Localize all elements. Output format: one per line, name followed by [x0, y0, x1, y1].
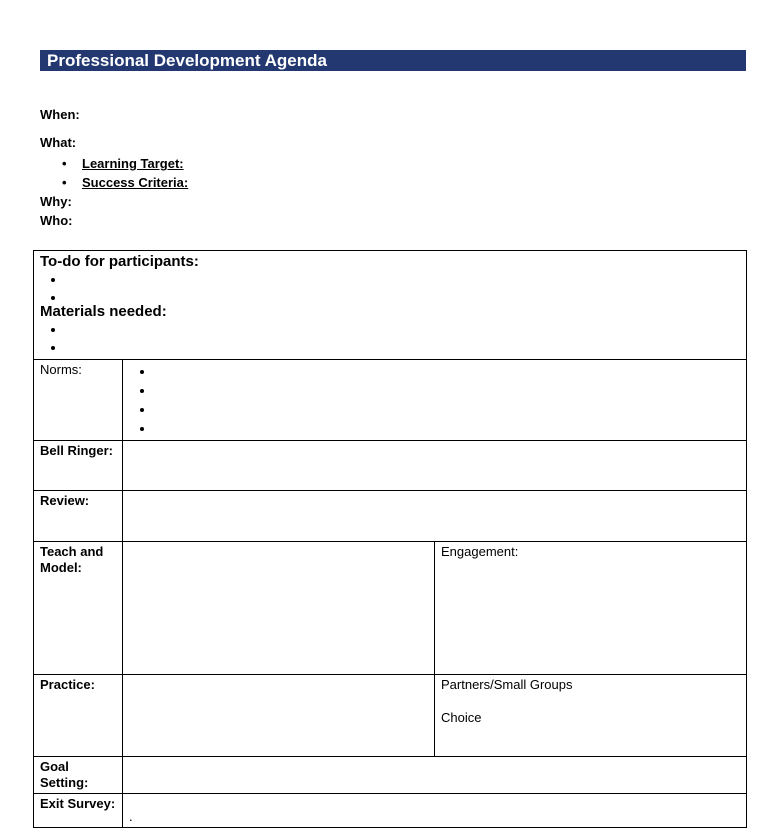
- exit-survey-label: Exit Survey:: [34, 794, 123, 828]
- norms-item[interactable]: [155, 381, 740, 400]
- success-criteria-label: Success Criteria:: [82, 175, 189, 190]
- page-title: Professional Development Agenda: [47, 51, 327, 70]
- norms-item[interactable]: [155, 419, 740, 438]
- review-label: Review:: [34, 491, 123, 542]
- engagement-label: Engagement:: [441, 544, 519, 559]
- practice-row: [34, 675, 747, 757]
- teach-model-cell[interactable]: [123, 542, 435, 675]
- materials-title: Materials needed:: [40, 303, 167, 320]
- agenda-table: [33, 250, 747, 828]
- norms-row: [34, 360, 747, 441]
- bullet-icon: •: [62, 175, 67, 190]
- todo-item[interactable]: [66, 271, 740, 289]
- bell-ringer-label: Bell Ringer:: [34, 441, 123, 491]
- materials-item[interactable]: [66, 339, 740, 357]
- goal-setting-cell[interactable]: [123, 757, 747, 794]
- practice-cell[interactable]: [123, 675, 435, 757]
- learning-target-label: Learning Target:: [82, 156, 184, 171]
- exit-survey-row: [34, 794, 747, 828]
- who-label: Who:: [40, 213, 73, 228]
- norms-item[interactable]: [155, 400, 740, 419]
- exit-survey-value: .: [129, 809, 133, 824]
- engagement-cell[interactable]: [435, 542, 747, 675]
- participants-cell: [34, 251, 747, 360]
- practice-modes-cell[interactable]: [435, 675, 747, 757]
- materials-list: [40, 321, 740, 357]
- when-label: When:: [40, 107, 80, 122]
- page-title-banner: [40, 50, 746, 71]
- todo-title: To-do for participants:: [40, 253, 199, 270]
- practice-label: Practice:: [34, 675, 123, 757]
- materials-item[interactable]: [66, 321, 740, 339]
- choice-label: Choice: [441, 710, 482, 725]
- bullet-icon: •: [62, 156, 67, 171]
- teach-model-row: [34, 542, 747, 675]
- goal-setting-label: Goal Setting:: [34, 757, 123, 794]
- partners-label: Partners/Small Groups: [441, 677, 573, 692]
- norms-label: Norms:: [34, 360, 123, 441]
- goal-setting-row: [34, 757, 747, 794]
- norms-list: [129, 362, 740, 438]
- bell-ringer-cell[interactable]: [123, 441, 747, 491]
- learning-target-item: [62, 156, 184, 171]
- todo-list: [40, 271, 740, 307]
- what-label: What:: [40, 135, 77, 150]
- success-criteria-item: [62, 175, 188, 190]
- exit-survey-cell[interactable]: [123, 794, 747, 828]
- bell-ringer-row: [34, 441, 747, 491]
- review-row: [34, 491, 747, 542]
- norms-item[interactable]: [155, 362, 740, 381]
- participants-row: [34, 251, 747, 360]
- why-label: Why:: [40, 194, 72, 209]
- review-cell[interactable]: [123, 491, 747, 542]
- teach-model-label: Teach and Model:: [34, 542, 123, 675]
- norms-cell[interactable]: [123, 360, 747, 441]
